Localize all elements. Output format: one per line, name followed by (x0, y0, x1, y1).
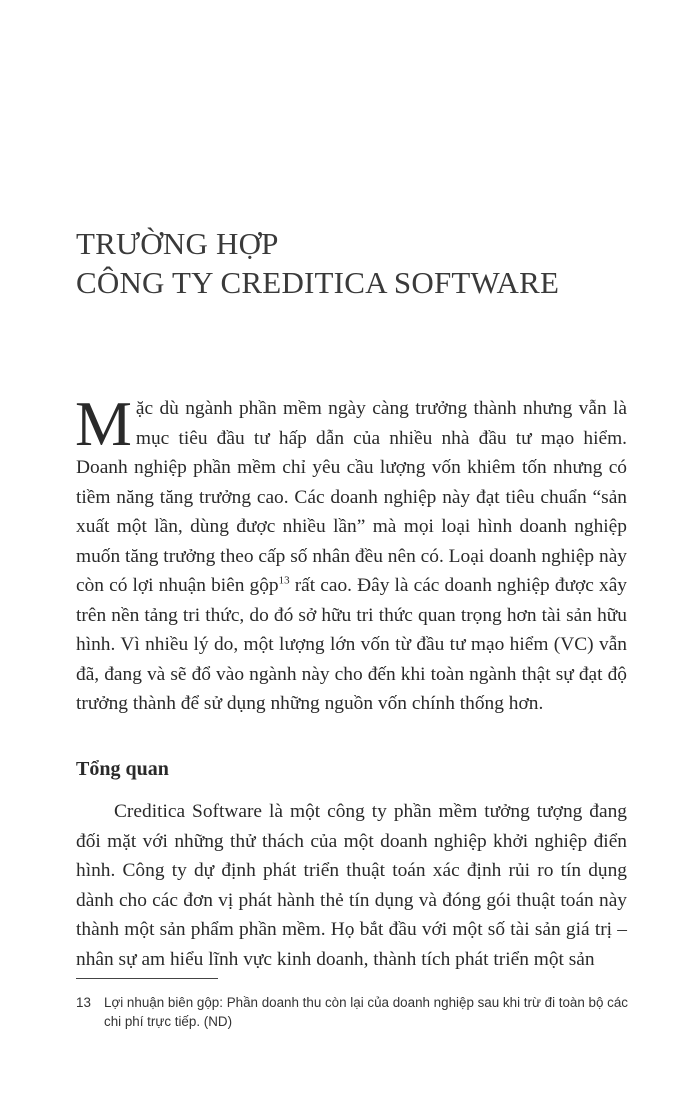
chapter-title-line-2: CÔNG TY CREDITICA SOFTWARE (76, 265, 560, 300)
overview-paragraph: Creditica Software là một công ty phần mềm tưởng tượng đang đối mặt với những thử thách của một doanh nghiệp khởi nghiệp điển hình. Công ty dự định phát triển thuật toán xác định rủi ro tín dụng dành cho các đơn vị phát hành thẻ tín dụng và đóng gói thuật toán này thành một sản phẩm phần mềm. Họ bắt đầu với một số tài sản giá trị – nhân sự am hiểu lĩnh vực kinh doanh, thành tích phát triển một sản (76, 801, 627, 970)
drop-cap: M (75, 388, 132, 459)
intro-text-part-1: ặc dù ngành phần mềm ngày càng trưởng thành nhưng vẫn là mục tiêu đầu tư hấp dẫn của nhiều nhà đầu tư mạo hiểm. Doanh nghiệp phần mềm chỉ yêu cầu lượng vốn khiêm tốn nhưng có tiềm năng tăng trưởng cao. Các doanh nghiệp này đạt tiêu chuẩn “sản xuất một lần, dùng được nhiều lần” mà mọi loại hình doanh nghiệp muốn tăng trưởng theo cấp số nhân đều nên có. Loại doanh nghiệp này còn có lợi nhuận biên gộp (76, 398, 627, 596)
section-heading: Tổng quan (76, 758, 169, 780)
intro-paragraph (75, 388, 627, 719)
footnote-number: 13 (76, 995, 91, 1010)
footnote-text: Lợi nhuận biên gộp: Phần doanh thu còn lại của doanh nghiệp sau khi trừ đi toàn bộ các chi phí trực tiếp. (ND) (104, 995, 629, 1029)
footnote-reference[interactable]: 13 (278, 574, 290, 587)
footnote (76, 993, 636, 1031)
chapter-title (76, 224, 636, 302)
chapter-title-line-1: TRƯỜNG HỢP (76, 226, 279, 261)
intro-text-part-2: rất cao. Đây là các doanh nghiệp được xây trên nền tảng tri thức, do đó sở hữu tri thức quan trọng hơn tài sản hữu hình. Vì nhiều lý do, một lượng lớn vốn từ đầu tư mạo hiểm (VC) vẫn đã, đang và sẽ đổ vào ngành này cho đến khi toàn ngành thật sự đạt độ trưởng thành để sử dụng những nguồn vốn chính thống hơn. (76, 575, 627, 714)
footnote-divider (76, 978, 218, 979)
